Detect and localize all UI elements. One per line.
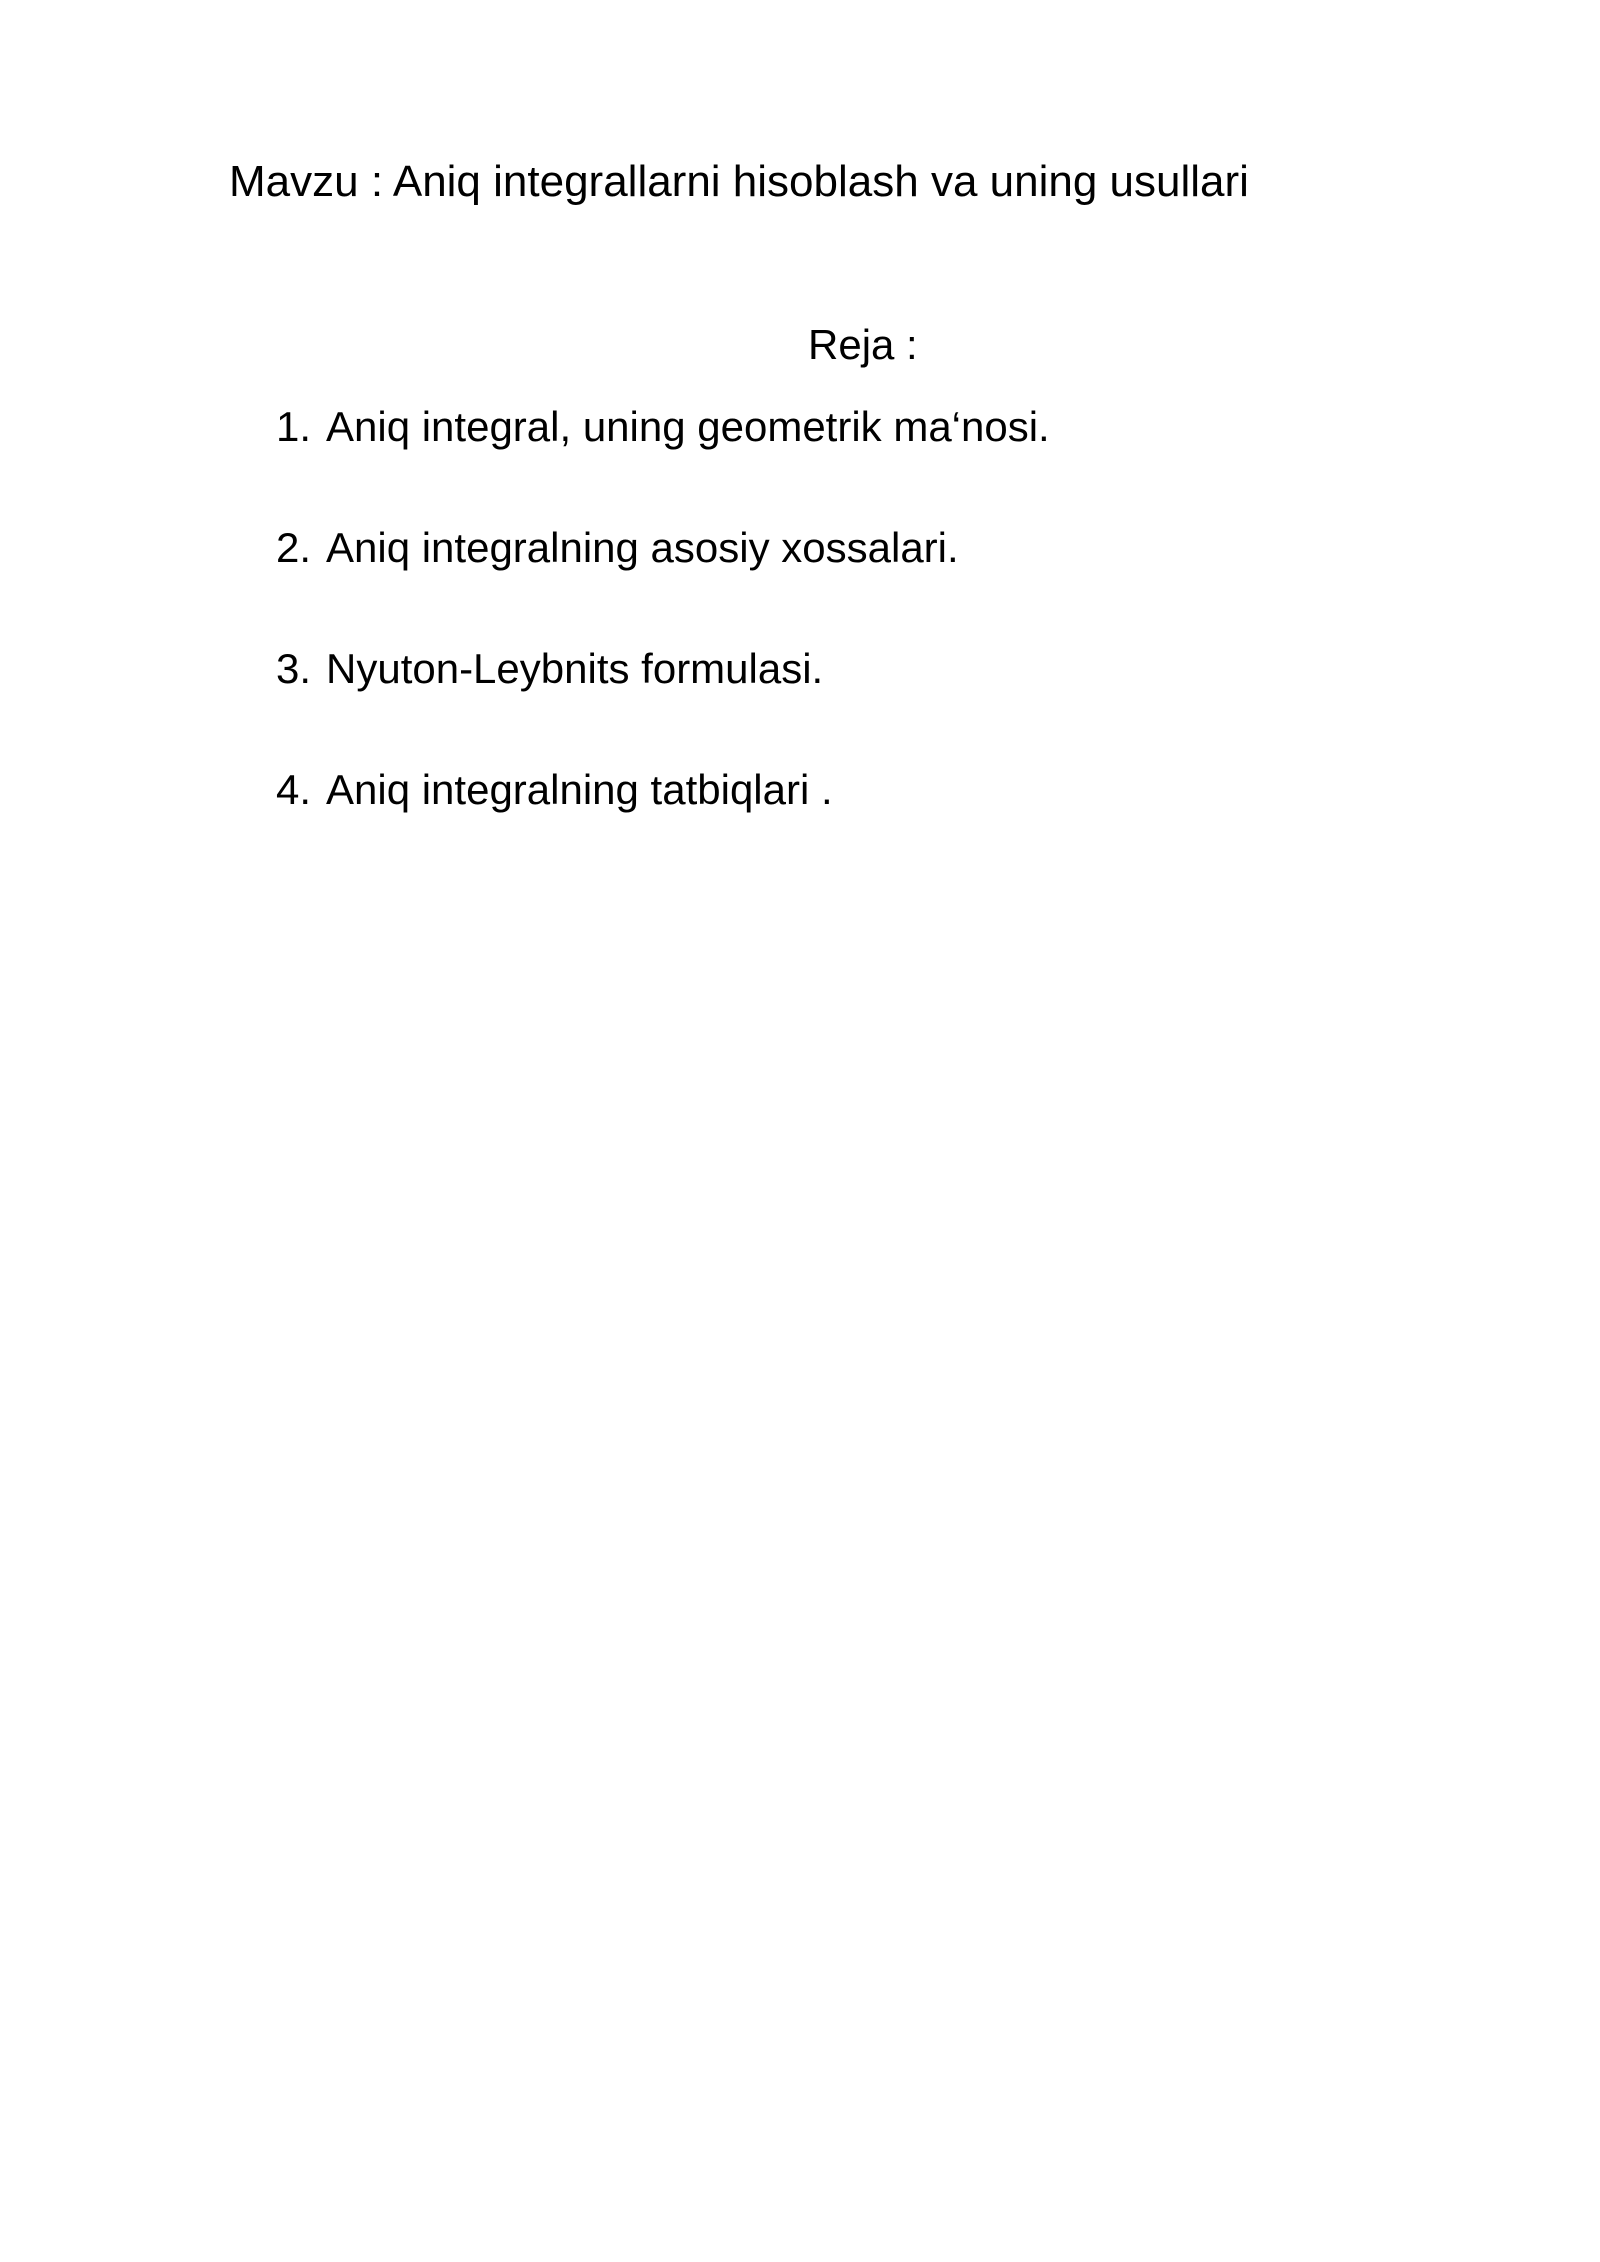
plan-item: [276, 521, 1050, 642]
plan-item-number: 4.: [276, 766, 312, 813]
plan-item-text: Nyuton-Leybnits formulasi.: [326, 645, 824, 692]
plan-heading: Reja :: [808, 321, 918, 368]
topic-title: Mavzu : Aniq integrallarni hisoblash va uning usullari: [229, 157, 1249, 206]
plan-item-text: Aniq integralning tatbiqlari .: [326, 766, 833, 813]
plan-list: [276, 400, 1050, 884]
plan-item-text: Aniq integralning asosiy xossalari.: [326, 524, 959, 571]
plan-item: [276, 642, 1050, 763]
plan-item-number: 2.: [276, 524, 312, 571]
plan-item: [276, 400, 1050, 521]
plan-item-text: Aniq integral, uning geometrik ma‘nosi.: [326, 403, 1050, 450]
plan-item-number: 1.: [276, 403, 312, 450]
plan-item: [276, 763, 1050, 884]
plan-item-number: 3.: [276, 645, 312, 692]
